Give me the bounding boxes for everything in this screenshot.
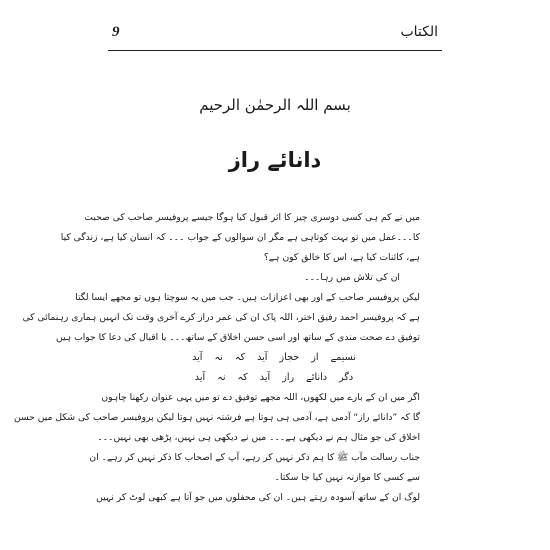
verse-line: نسیمے از حجاز آید کہ نہ آید bbox=[192, 352, 356, 363]
paragraph-line: اخلاق کی جو مثال ہم نے دیکھی ہے۔۔۔ میں نے دیکھی ہی نہیں، پڑھی بھی نہیں۔۔۔ bbox=[97, 432, 420, 443]
paragraph-line: میں نے کم ہی کسی دوسری چیز کا اثر قبول کیا ہوگا جیسے پروفیسر صاحب کی صحبت bbox=[84, 212, 420, 223]
paragraph-line: ہے کہ پروفیسر احمد رفیق اختر، اللہ پاک ان کی عمر دراز کرے آخری وقت تک انہیں ہماری رہنمائی کی bbox=[22, 312, 420, 323]
chapter-title: دانائے راز bbox=[228, 148, 322, 172]
paragraph-line: اگر میں ان کے بارے میں لکھوں، اللہ مجھے توفیق دے تو میں یہی عنوان رکھنا چاہوں bbox=[101, 392, 420, 403]
paragraph-line: کا۔۔۔عمل میں تو بہت کوتاہی ہے مگر ان سوالوں کے جواب ۔۔۔ کہ انسان کیا ہے، زندگی کیا bbox=[60, 232, 420, 243]
paragraph-line: گا کہ ”دانائے راز“ آدمی ہے، آدمی ہی ہوتا ہے فرشتہ نہیں ہوتا لیکن پروفیسر صاحب کی شکل میں حسن bbox=[13, 412, 420, 423]
paragraph-line: سے کسی کا موازنہ نہیں کیا جا سکتا۔ bbox=[274, 472, 420, 483]
bismillah-calligraphy: بسم اللہ الرحمٰن الرحیم bbox=[199, 96, 351, 114]
paragraph-line: لوگ ان کے ساتھ آسودہ رہتے ہیں۔ ان کی محفلوں میں جو آتا ہے کبھی لوٹ کر نہیں bbox=[96, 492, 420, 503]
paragraph-line: ہے، کائنات کیا ہے، اس کا خالق کون ہے؟ bbox=[263, 252, 420, 263]
body-text bbox=[13, 208, 420, 508]
verse-line: دگر دانائے راز آید کہ نہ آید bbox=[194, 372, 354, 383]
header-rule bbox=[108, 50, 442, 51]
paragraph-line: توفیق دے صحت مندی کے ساتھ اور اسی حسن اخلاق کے ساتھ۔۔۔ یا اقبال کی دعا کا جواب ہیں bbox=[56, 332, 420, 343]
running-header-title: الکتاب bbox=[400, 24, 438, 40]
paragraph-line: جناب رسالت مآب ﷺ کا ہم ذکر نہیں کر رہے، آپ کے اصحاب کا ذکر نہیں کر رہے۔ ان bbox=[89, 452, 420, 463]
paragraph-line: ان کی تلاش میں رہا۔۔۔ bbox=[304, 272, 400, 283]
page-number: 9 bbox=[112, 24, 120, 40]
paragraph-line: لیکن پروفیسر صاحب کے اور بھی اعزازات ہیں۔ جب میں یہ سوچتا ہوں تو مجھے ایسا لگتا bbox=[75, 292, 420, 303]
